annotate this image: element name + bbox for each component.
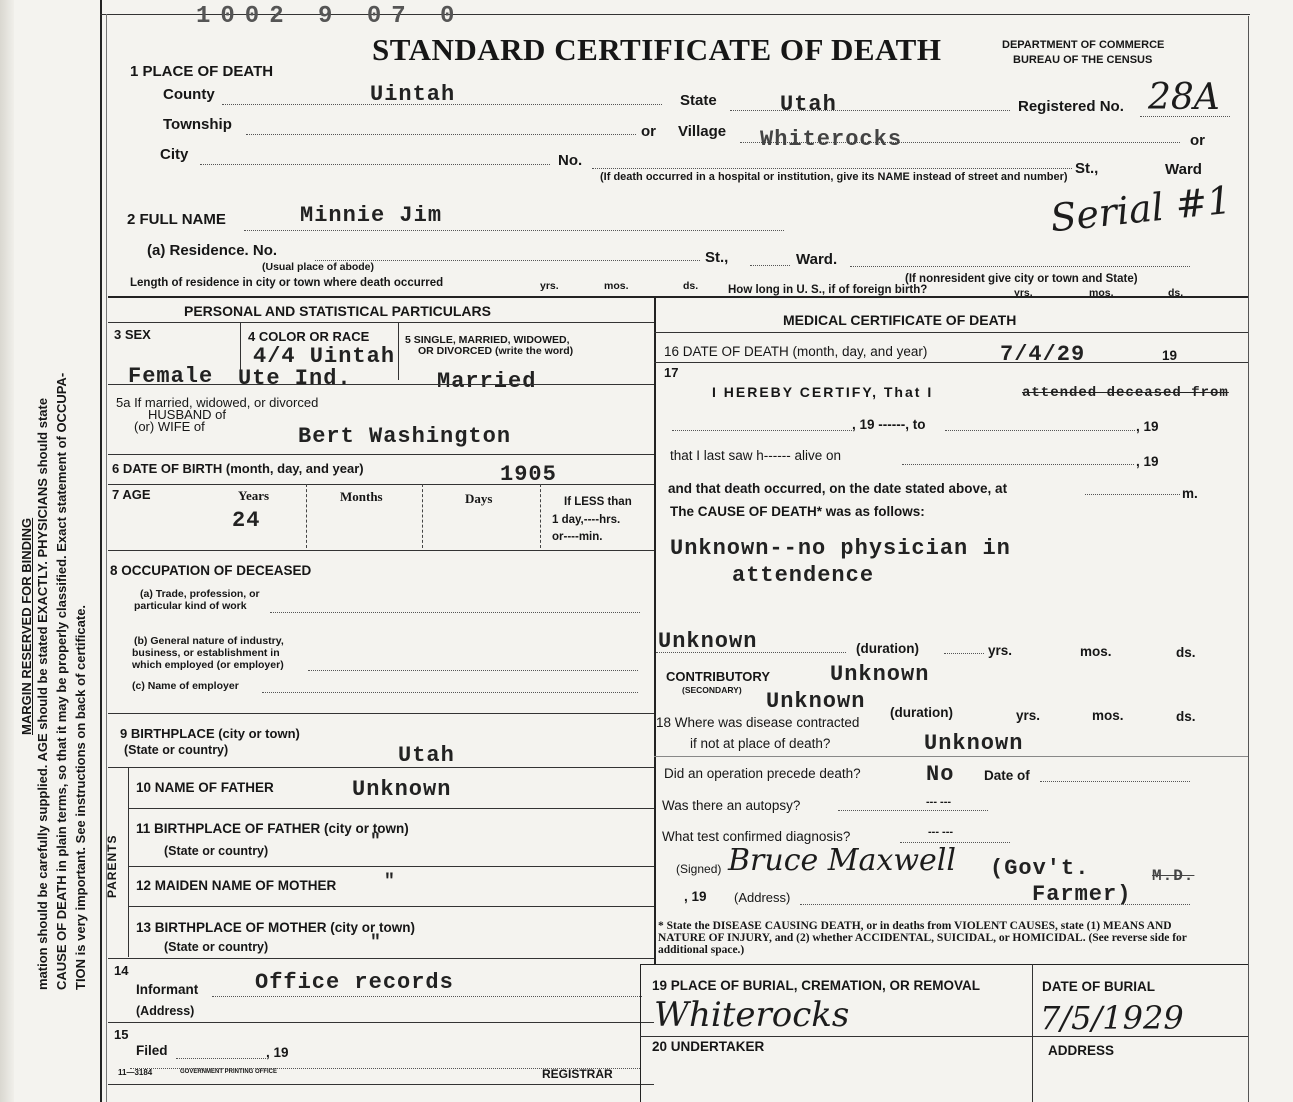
father-bp-sub: (State or country)	[164, 844, 269, 858]
binding-strip	[0, 0, 14, 1102]
filed-year: , 19	[266, 1045, 289, 1060]
sign-address-label: (Address)	[734, 890, 791, 905]
row-5a-rule	[108, 454, 654, 455]
row-14-rule	[108, 1022, 654, 1023]
village-value: Whiterocks	[760, 127, 903, 152]
duration-ds: ds.	[1176, 645, 1196, 660]
father-bp-ditto: "	[370, 832, 382, 852]
operation-value: No	[926, 762, 955, 787]
days-label: Days	[465, 491, 493, 506]
residence-sub: (Usual place of abode)	[262, 261, 375, 273]
q18-label-2: if not at place of death?	[690, 736, 831, 751]
row-8-rule	[108, 713, 654, 714]
occurred-line	[1085, 494, 1180, 495]
attended-line	[672, 430, 852, 431]
informant-label: Informant	[136, 982, 199, 997]
occ-a-line	[270, 612, 640, 613]
stamp-number: 1002 9 07 0	[196, 3, 465, 30]
us-yrs: yrs.	[1014, 287, 1033, 299]
contributory-label: CONTRIBUTORY	[666, 669, 770, 684]
row-19-top-rule	[640, 964, 1248, 965]
printing-office: GOVERNMENT PRINTING OFFICE	[180, 1069, 278, 1075]
attended-label: attended deceased from	[1022, 385, 1229, 401]
secondary-label: (SECONDARY)	[682, 685, 742, 695]
age-years-value: 24	[232, 508, 261, 533]
occ-b-2: business, or establishment in	[132, 647, 280, 659]
operation-label: Did an operation precede death?	[664, 766, 861, 781]
bottom-rule-left	[108, 1084, 654, 1085]
undertaker-address-label: ADDRESS	[1048, 1043, 1115, 1058]
no-label: No.	[558, 152, 583, 169]
occ-c-line	[262, 692, 638, 693]
form-number: 11—3184	[118, 1068, 153, 1077]
duration-yrs: yrs.	[988, 643, 1013, 658]
row-18-rule	[654, 756, 1248, 757]
less-label-2: 1 day,----hrs.	[552, 514, 621, 526]
spouse-label-3: (or) WIFE of	[134, 419, 205, 434]
footnote: * State the DISEASE CAUSING DEATH, or in deaths from VIOLENT CAUSES, state (1) MEANS AND NATURE OF INJURY, and (2) whether ACCIDENTAL, SUICIDAL, or HOMICIDAL. (See reverse side for additional space.)	[658, 920, 1187, 956]
margin-note-line-3: TION is very important. See instructions on back of certificate.	[73, 604, 88, 990]
signed-title-2: Farmer)	[1032, 882, 1132, 907]
filed-number: 15	[114, 1027, 129, 1042]
nonresident-note: (If nonresident give city or town and State)	[905, 273, 1138, 285]
filed-label: Filed	[136, 1043, 168, 1058]
birthplace-sub: (State or country)	[124, 743, 229, 757]
signed-md: M.D.	[1152, 867, 1195, 885]
sex-value: Female	[128, 364, 214, 389]
margin-note-line-1: mation should be carefully supplied. AGE should be stated EXACTLY. PHYSICIANS should state	[35, 397, 50, 990]
test-label: What test confirmed diagnosis?	[662, 829, 851, 844]
duration2-label: (duration)	[890, 705, 953, 720]
mother-label: 12 MAIDEN NAME OF MOTHER	[136, 878, 337, 893]
dod-nineteen: 19	[1162, 348, 1178, 363]
street-line	[592, 168, 1072, 169]
row-19-bottom-rule	[640, 1036, 1248, 1037]
occurred-label: and that death occurred, on the date stated above, at	[668, 481, 1008, 496]
marital-label: 5 SINGLE, MARRIED, WIDOWED,	[405, 334, 570, 346]
outer-right-border	[1248, 16, 1249, 1102]
row-7-rule	[108, 550, 654, 551]
row-16-rule	[654, 362, 1248, 363]
dod-label: 16 DATE OF DEATH (month, day, and year)	[664, 344, 928, 359]
or-label-2: or	[1190, 132, 1205, 149]
duration2-mos: mos.	[1092, 708, 1124, 723]
informant-line	[212, 996, 642, 997]
color-value-2: Ute Ind.	[238, 366, 352, 391]
date-of-line	[1040, 781, 1190, 782]
age-label: 7 AGE	[112, 487, 151, 502]
duration-value: Unknown	[658, 629, 758, 654]
occ-a-2: particular kind of work	[134, 600, 247, 612]
father-label: 10 NAME OF FATHER	[136, 780, 274, 795]
foreign-birth-label: How long in U. S., if of foreign birth?	[728, 284, 928, 296]
occ-b-1: (b) General nature of industry,	[134, 635, 284, 647]
color-divider	[398, 322, 399, 380]
ward-label: Ward	[1165, 161, 1202, 178]
spouse-label-2: HUSBAND of	[148, 407, 227, 422]
row-13-rule	[108, 958, 654, 959]
village-label: Village	[678, 123, 727, 140]
attended-19-end: , 19	[1136, 419, 1159, 434]
q18-value: Unknown	[924, 731, 1024, 756]
signed-title-1: (Gov't.	[990, 856, 1090, 881]
burial-date-value: 7/5/1929	[1040, 999, 1184, 1037]
dob-value: 1905	[500, 462, 557, 487]
less-label-1: If LESS than	[564, 496, 632, 508]
residence-ward-line-2	[850, 266, 1190, 267]
secondary-value: Unknown	[766, 689, 866, 714]
res-yrs: yrs.	[540, 280, 559, 292]
q18-label-1: 18 Where was disease contracted	[656, 715, 860, 730]
years-label: Years	[238, 488, 270, 503]
mother-bp-label: 13 BIRTHPLACE OF MOTHER (city or town)	[136, 920, 416, 935]
burial-label: 19 PLACE OF BURIAL, CREMATION, OR REMOVAL	[652, 978, 981, 993]
marital-value: Married	[437, 369, 537, 394]
last-saw-line	[902, 464, 1134, 465]
months-label: Months	[340, 489, 383, 504]
color-value-1: 4/4 Uintah	[253, 344, 396, 369]
or-label: or	[641, 123, 656, 140]
st-label: St.,	[1075, 160, 1099, 177]
test-value: --- ---	[928, 826, 954, 838]
outer-left-border	[100, 0, 102, 1102]
length-of-residence-label: Length of residence in city or town where death occurred	[130, 277, 444, 289]
state-line	[730, 110, 1010, 111]
section-top-rule	[108, 296, 1248, 298]
row-6-rule	[108, 484, 654, 485]
physician-signature: Bruce Maxwell	[728, 843, 956, 878]
contributory-value: Unknown	[830, 662, 930, 687]
res-ds: ds.	[683, 280, 699, 292]
row-12-rule	[128, 906, 654, 907]
certificate-title: STANDARD CERTIFICATE OF DEATH	[372, 32, 942, 67]
duration-line	[656, 652, 846, 653]
city-line	[200, 164, 550, 165]
full-name-value: Minnie Jim	[300, 203, 443, 228]
inner-left-line	[106, 14, 107, 1102]
birthplace-value: Utah	[398, 743, 455, 768]
registered-label: Registered No.	[1018, 98, 1124, 115]
township-label: Township	[163, 116, 232, 133]
occurred-m: m.	[1182, 486, 1198, 501]
informant-value: Office records	[255, 970, 454, 995]
sign-19: , 19	[684, 889, 707, 904]
undertaker-label: 20 UNDERTAKER	[652, 1039, 765, 1054]
less-label-3: or----min.	[552, 531, 603, 543]
personal-header: PERSONAL AND STATISTICAL PARTICULARS	[184, 303, 491, 319]
us-mos: mos.	[1089, 287, 1114, 299]
num-17: 17	[664, 365, 679, 380]
autopsy-value: --- ---	[926, 796, 952, 808]
dob-label: 6 DATE OF BIRTH (month, day, and year)	[112, 461, 364, 476]
spouse-value: Bert Washington	[298, 424, 512, 449]
occ-b-3: which employed (or employer)	[132, 659, 284, 671]
attended-19-to: , 19 ------, to	[852, 417, 926, 432]
date-of-label: Date of	[984, 768, 1030, 783]
duration2-ds: ds.	[1176, 709, 1196, 724]
res-mos: mos.	[604, 280, 629, 292]
sex-label: 3 SEX	[114, 327, 151, 342]
certify-label: I HEREBY CERTIFY, That I	[712, 384, 934, 400]
attended-to-line	[945, 430, 1135, 431]
residence-label: (a) Residence. No.	[147, 242, 278, 259]
occupation-label: 8 OCCUPATION OF DECEASED	[110, 563, 312, 578]
autopsy-line	[838, 810, 988, 811]
county-value: Uintah	[370, 82, 456, 107]
row-9-rule	[108, 767, 654, 768]
personal-header-rule	[108, 322, 654, 323]
duration-label: (duration)	[856, 641, 919, 656]
informant-address-label: (Address)	[136, 1004, 195, 1018]
occ-c: (c) Name of employer	[132, 680, 239, 692]
last-saw-19: , 19	[1136, 454, 1159, 469]
row-3-rule	[108, 384, 654, 385]
row-11-rule	[128, 866, 654, 867]
filed-line	[176, 1058, 266, 1059]
color-label: 4 COLOR OR RACE	[248, 329, 370, 344]
medical-header-rule	[654, 332, 1248, 333]
dod-value: 7/4/29	[1000, 342, 1086, 367]
age-div-1	[306, 484, 307, 548]
spouse-label-1: 5a If married, widowed, or divorced	[116, 395, 319, 410]
center-divider	[654, 296, 656, 964]
parents-divider	[128, 767, 129, 957]
informant-number: 14	[114, 963, 129, 978]
mother-bp-ditto: "	[370, 933, 382, 953]
age-div-3	[540, 484, 541, 548]
occ-a-1: (a) Trade, profession, or	[140, 588, 260, 600]
father-value: Unknown	[352, 777, 452, 802]
age-div-2	[422, 484, 423, 548]
birthplace-label: 9 BIRTHPLACE (city or town)	[120, 726, 300, 741]
sign-address-line	[800, 904, 1190, 905]
marital-label-2: OR DIVORCED (write the word)	[418, 345, 574, 357]
department-line-2: BUREAU OF THE CENSUS	[1013, 54, 1153, 66]
us-ds: ds.	[1168, 287, 1184, 299]
medical-header: MEDICAL CERTIFICATE OF DEATH	[783, 312, 1017, 328]
place-of-death-label: 1 PLACE OF DEATH	[130, 63, 274, 80]
state-label: State	[680, 92, 717, 109]
burial-place-value: Whiterocks	[654, 995, 850, 1035]
registered-number: 28A	[1148, 77, 1220, 118]
dur-yrs-line	[944, 653, 984, 654]
burial-divider	[640, 964, 641, 1102]
full-name-label: 2 FULL NAME	[127, 211, 226, 228]
margin-note-line-2: CAUSE OF DEATH in plain terms, so that it may be properly classified. Exact statement of OCCUPA-	[54, 372, 69, 990]
mother-ditto: "	[384, 872, 396, 892]
residence-ward-line	[750, 265, 790, 266]
burial-date-divider	[1032, 964, 1033, 1102]
mother-bp-sub: (State or country)	[164, 940, 269, 954]
city-label: City	[160, 146, 189, 163]
cause-label: The CAUSE OF DEATH* was as follows:	[670, 504, 925, 519]
margin-reserved: MARGIN RESERVED FOR BINDING	[19, 517, 34, 735]
serial-number: Serial #1	[1048, 177, 1234, 241]
county-label: County	[163, 86, 215, 103]
burial-date-label: DATE OF BURIAL	[1042, 979, 1155, 994]
registrar-label: REGISTRAR	[542, 1067, 613, 1081]
row-10-rule	[128, 808, 654, 809]
father-bp-label: 11 BIRTHPLACE OF FATHER (city or town)	[136, 821, 409, 836]
duration-mos: mos.	[1080, 644, 1112, 659]
state-value: Utah	[780, 92, 837, 117]
cause-line-1: Unknown--no physician in	[670, 536, 1011, 561]
residence-ward-label: Ward.	[796, 251, 838, 268]
autopsy-label: Was there an autopsy?	[662, 798, 801, 813]
signed-label: (Signed)	[676, 862, 722, 876]
duration2-yrs: yrs.	[1016, 708, 1041, 723]
hospital-note: (If death occurred in a hospital or institution, give its NAME instead of street and number)	[600, 171, 1068, 183]
residence-st-label: St.,	[705, 249, 729, 266]
last-saw-label: that I last saw h------ alive on	[670, 448, 842, 463]
cause-line-2: attendence	[732, 563, 875, 588]
full-name-line	[244, 230, 784, 231]
township-line	[246, 134, 636, 135]
parents-label: PARENTS	[105, 834, 119, 898]
occ-b-line	[308, 670, 638, 671]
department-line-1: DEPARTMENT OF COMMERCE	[1002, 39, 1165, 51]
